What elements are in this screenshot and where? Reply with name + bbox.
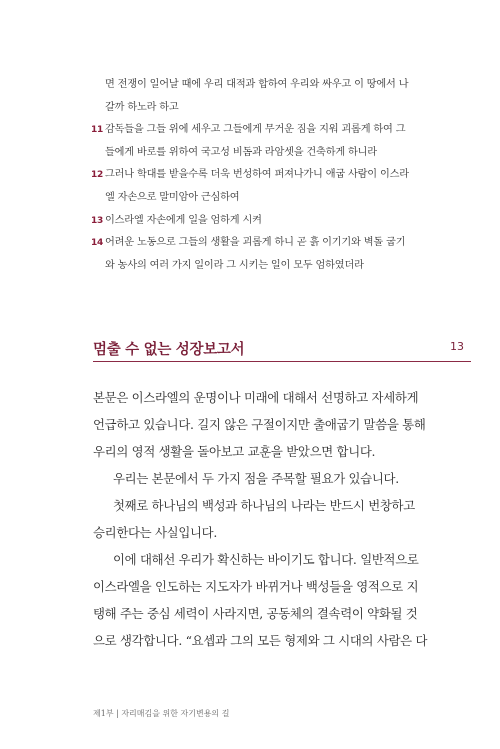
verse-line: 감독들을 그들 위에 세우고 그들에게 무거운 짐을 지워 괴롭게 하여 그: [105, 124, 406, 136]
section-title: 멈출 수 없는 성장보고서: [93, 342, 245, 358]
scripture-verses: [93, 74, 433, 277]
verse-number: 12: [91, 170, 104, 181]
body-line: 이스라엘을 인도하는 지도자가 바뀌거나 백성들을 영적으로 지: [93, 579, 419, 594]
body-line: 언급하고 있습니다. 길지 않은 구절이지만 출애굽기 말씀을 통해: [93, 417, 426, 432]
body-line: 본문은 이스라엘의 운명이나 미래에 대해서 선명하고 자세하게: [93, 390, 419, 405]
body-line: 첫째로 하나님의 백성과 하나님의 나라는 반드시 번창하고: [113, 498, 415, 513]
body-line: 으로 생각합니다. “요셉과 그의 모든 형제와 그 시대의 사람은 다: [93, 633, 428, 648]
verse-line: 이스라엘 자손에게 일을 엄하게 시켜: [105, 214, 262, 226]
verse-line: 갈까 하노라 하고: [105, 101, 179, 113]
section-divider: [93, 361, 471, 362]
verse-line: 그러나 학대를 받을수록 더욱 번성하여 퍼져나가니 애굽 사람이 이스라: [105, 169, 409, 181]
body-text: [93, 384, 433, 654]
verse-number: 13: [91, 215, 104, 226]
verse-14: [93, 232, 433, 277]
verse-13: [93, 210, 433, 233]
verse-11: [93, 119, 433, 164]
verse-line: 들에게 바로를 위하여 국고성 비돔과 라암셋을 건축하게 하니라: [105, 146, 377, 158]
verse-line: 엘 자손으로 말미암아 근심하여: [105, 191, 240, 203]
page-number: 13: [450, 340, 464, 353]
verse-12: [93, 164, 433, 209]
verse-line: 어려운 노동으로 그들의 생활을 괴롭게 하니 곧 흙 이기기와 벽돌 굽기: [105, 237, 406, 249]
body-line: 이에 대해선 우리가 확신하는 바이기도 합니다. 일반적으로: [113, 552, 419, 567]
verse-line: 면 전쟁이 일어날 때에 우리 대적과 합하여 우리와 싸우고 이 땅에서 나: [105, 79, 409, 90]
body-line: 우리는 본문에서 두 가지 점을 주목할 필요가 있습니다.: [113, 471, 399, 486]
verse-number: 14: [91, 238, 104, 249]
verse-continuation: [93, 74, 433, 119]
verse-line: 와 농사의 여러 가지 일이라 그 시키는 일이 모두 엄하였더라: [105, 259, 364, 271]
body-line: 우리의 영적 생활을 돌아보고 교훈을 받았으면 합니다.: [93, 444, 376, 459]
body-line: 승리한다는 사실입니다.: [93, 525, 217, 540]
body-line: 탱해 주는 중심 세력이 사라지면, 공동체의 결속력이 약화될 것: [93, 606, 418, 621]
verse-number: 11: [91, 125, 104, 136]
running-footer: 제1부 | 자리매김을 위한 자기변용의 길: [93, 709, 230, 718]
